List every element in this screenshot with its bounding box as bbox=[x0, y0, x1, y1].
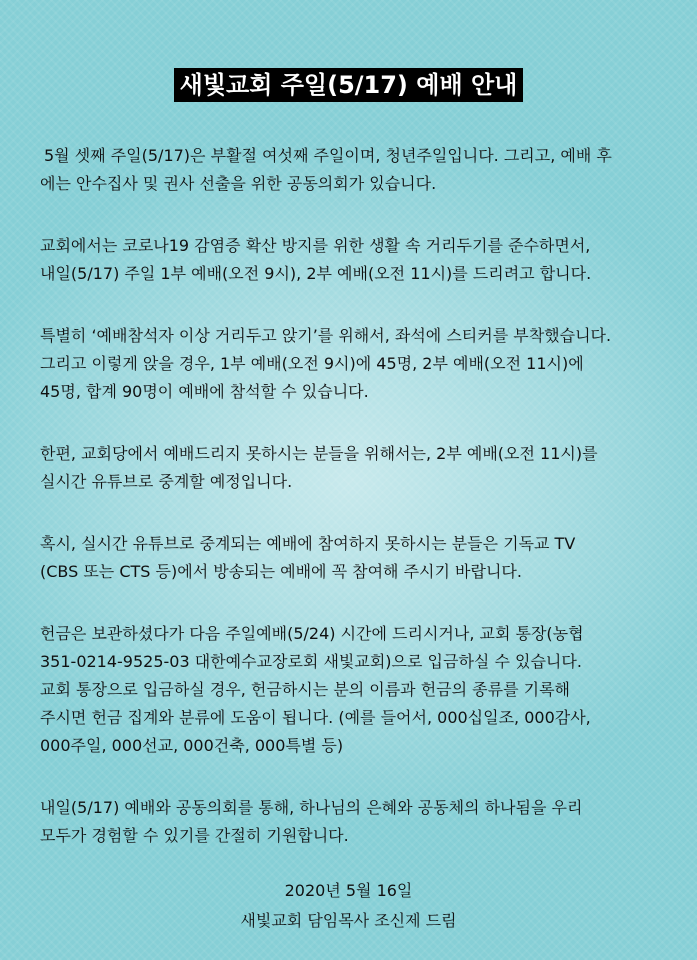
paragraph-line: 그리고 이렇게 앉을 경우, 1부 예배(오전 9시)에 45명, 2부 예배(오전 11시)에 bbox=[40, 354, 584, 373]
paragraph-line: 에는 안수집사 및 권사 선출을 위한 공동의회가 있습니다. bbox=[40, 174, 437, 193]
signature-block bbox=[0, 876, 697, 936]
paragraph-7 bbox=[40, 794, 680, 850]
paragraph-line: 내일(5/17) 주일 1부 예배(오전 9시), 2부 예배(오전 11시)를 드리려고 합니다. bbox=[40, 264, 592, 283]
paragraph-line: (CBS 또는 CTS 등)에서 방송되는 예배에 꼭 참여해 주시기 바랍니다. bbox=[40, 562, 522, 581]
paragraph-line: 실시간 유튜브로 중계할 예정입니다. bbox=[40, 472, 293, 491]
signature-author: 새빛교회 담임목사 조신제 드림 bbox=[240, 911, 457, 930]
paragraph-1 bbox=[40, 142, 680, 198]
paragraph-line: 351-0214-9525-03 대한예수교장로회 새빛교회)으로 입금하실 수 있습니다. bbox=[40, 652, 582, 671]
notice-body bbox=[40, 142, 680, 884]
paragraph-line: 혹시, 실시간 유튜브로 중계되는 예배에 참여하지 못하시는 분들은 기독교 TV bbox=[40, 534, 576, 553]
paragraph-line: 5월 셋째 주일(5/17)은 부활절 여섯째 주일이며, 청년주일입니다. 그리고, 예배 후 bbox=[44, 146, 612, 165]
paragraph-line: 교회 통장으로 입금하실 경우, 헌금하시는 분의 이름과 헌금의 종류를 기록해 bbox=[40, 680, 570, 699]
paragraph-2 bbox=[40, 232, 680, 288]
paragraph-line: 45명, 합계 90명이 예배에 참석할 수 있습니다. bbox=[40, 382, 369, 401]
paragraph-line: 헌금은 보관하셨다가 다음 주일예배(5/24) 시간에 드리시거나, 교회 통장(농협 bbox=[40, 624, 584, 643]
paragraph-line: 특별히 ‘예배참석자 이상 거리두고 앉기’를 위해서, 좌석에 스티커를 부착했습니다. bbox=[40, 326, 612, 345]
paragraph-line: 주시면 헌금 집계와 분류에 도움이 됩니다. (예를 들어서, 000십일조, 000감사, bbox=[40, 708, 591, 727]
paragraph-line: 000주일, 000선교, 000건축, 000특별 등) bbox=[40, 736, 344, 755]
paragraph-4 bbox=[40, 440, 680, 496]
paragraph-line: 교회에서는 코로나19 감염증 확산 방지를 위한 생활 속 거리두기를 준수하면서, bbox=[40, 236, 591, 255]
paragraph-6 bbox=[40, 620, 680, 760]
paragraph-line: 내일(5/17) 예배와 공동의회를 통해, 하나님의 은혜와 공동체의 하나됨을 우리 bbox=[40, 798, 583, 817]
paragraph-line: 모두가 경험할 수 있기를 간절히 기원합니다. bbox=[40, 826, 349, 845]
paragraph-3 bbox=[40, 322, 680, 406]
notice-title: 새빛교회 주일(5/17) 예배 안내 bbox=[174, 68, 524, 102]
signature-date: 2020년 5월 16일 bbox=[284, 881, 413, 900]
title-area bbox=[0, 68, 697, 102]
paragraph-line: 한편, 교회당에서 예배드리지 못하시는 분들을 위해서는, 2부 예배(오전 11시)를 bbox=[40, 444, 598, 463]
paragraph-5 bbox=[40, 530, 680, 586]
